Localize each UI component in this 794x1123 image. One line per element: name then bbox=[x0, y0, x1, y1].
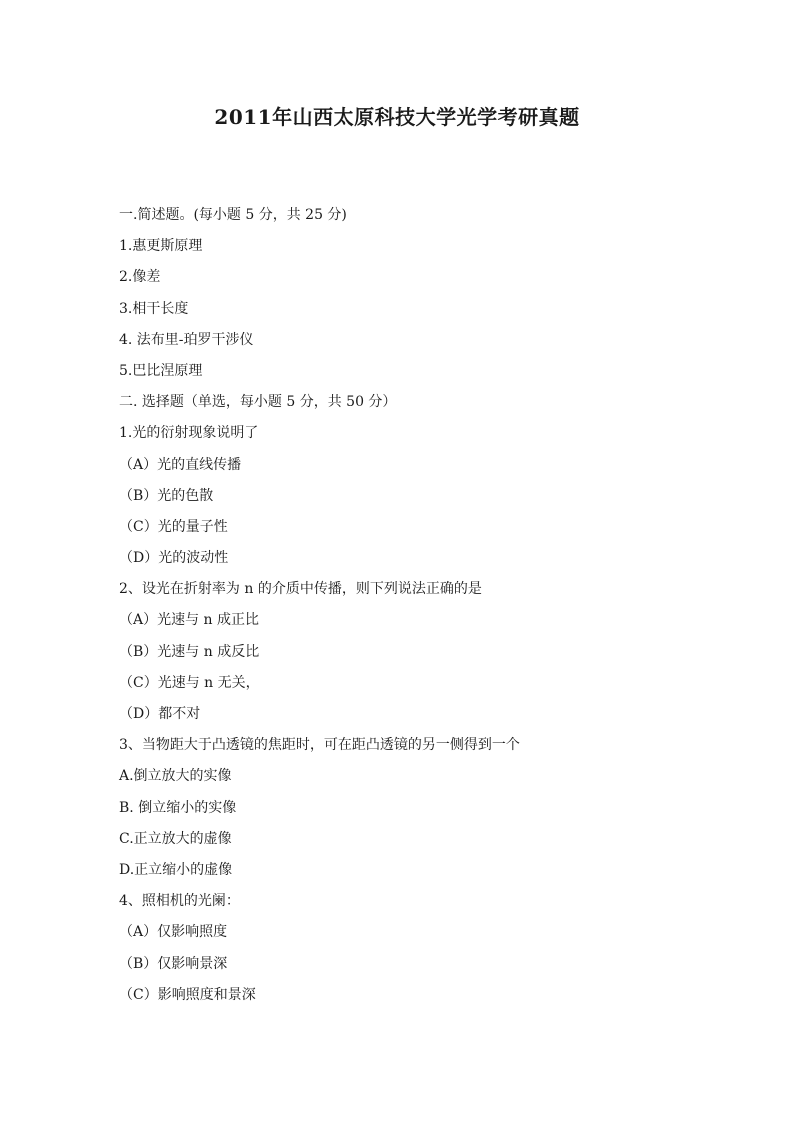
question-line: 3、当物距大于凸透镜的焦距时，可在距凸透镜的另一侧得到一个 bbox=[119, 737, 520, 754]
question-line: 2、设光在折射率为 n 的介质中传播，则下列说法正确的是 bbox=[119, 581, 482, 598]
option-line: （D）都不对 bbox=[119, 706, 201, 722]
document-title: 2011年山西太原科技大学光学考研真题 bbox=[214, 105, 580, 129]
option-line: （D）光的波动性 bbox=[119, 550, 229, 567]
option-line: B. 倒立缩小的实像 bbox=[119, 799, 237, 816]
question-line: 4. 法布里-珀罗干涉仪 bbox=[119, 331, 254, 348]
option-line: （B）光的色散 bbox=[119, 487, 214, 504]
option-line: （C）影响照度和景深 bbox=[119, 986, 256, 1003]
option-line: （C）光速与 n 无关， bbox=[119, 674, 260, 691]
question-line: 3.相干长度 bbox=[119, 300, 189, 317]
option-line: （A）仅影响照度 bbox=[119, 924, 228, 941]
question-line: 2.像差 bbox=[119, 269, 161, 286]
section-heading-short-answer: 一.简述题。(每小题 5 分，共 25 分) bbox=[119, 207, 347, 223]
option-line: （B）仅影响景深 bbox=[119, 955, 228, 972]
option-line: （B）光速与 n 成反比 bbox=[119, 643, 260, 660]
option-line: （C）光的量子性 bbox=[119, 518, 228, 535]
option-line: C.正立放大的虚像 bbox=[119, 830, 232, 847]
option-line: D.正立缩小的虚像 bbox=[119, 861, 233, 878]
question-line: 5.巴比涅原理 bbox=[119, 362, 203, 379]
question-line: 1.光的衍射现象说明了 bbox=[119, 425, 259, 442]
section-heading-multiple-choice: 二. 选择题（单选，每小题 5 分，共 50 分） bbox=[119, 394, 397, 411]
question-line: 4、照相机的光阑： bbox=[119, 893, 240, 910]
question-line: 1.惠更斯原理 bbox=[119, 238, 203, 255]
document-body bbox=[119, 205, 739, 1016]
option-line: （A）光的直线传播 bbox=[119, 456, 242, 473]
option-line: （A）光速与 n 成正比 bbox=[119, 612, 260, 629]
option-line: A.倒立放大的实像 bbox=[119, 768, 232, 785]
